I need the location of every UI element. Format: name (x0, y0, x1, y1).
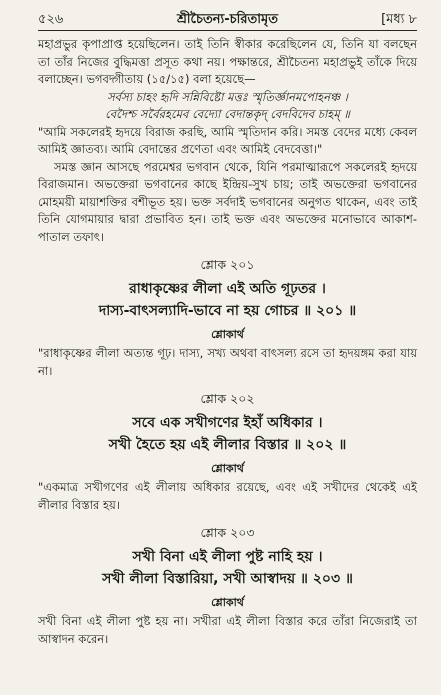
verse-line: রাধাকৃষ্ণের লীলা এই অতি গূঢ়তর । (129, 280, 326, 297)
verse-heading: শ্লোক ২০১ (200, 257, 255, 272)
translation-text: "একমাত্র সখীগণের এই লীলায় অধিকার রয়েছে, এবং এই সখীদের থেকেই এই লীলার বিস্তার হয়। (38, 480, 417, 512)
verse-block (38, 390, 417, 514)
verse-line: সবে এক সখীগণের ইহাঁ অধিকার । (132, 414, 323, 431)
page-number: ৫২৬ (38, 12, 64, 27)
verse-line: সখী হৈতে হয় এই লীলার বিস্তার ॥ ২০২ ॥ (108, 436, 347, 453)
translation-text: সখী বিনা এই লীলা পুষ্ট হয় না। সখীরা এই লীলা বিস্তার করে তাঁরা নিজেরাই তা আস্বাদন করেন। (38, 614, 417, 646)
verse-heading: শ্লোক ২০৩ (200, 525, 255, 540)
verse-line: সখী বিনা এই লীলা পুষ্ট নাহি হয় । (132, 548, 323, 565)
running-header (38, 6, 417, 31)
sanskrit-verse-line: বেদৈশ্চ সর্বৈরহমেব বেদ্যো বেদান্তকৃদ্ বেদবিদেব চাহম্ ॥ (105, 107, 350, 121)
paragraph: সমস্ত জ্ঞান আসছে পরমেশ্বর ভগবান থেকে, যিনি পরমাত্মারূপে সকলেরই হৃদয়ে বিরাজমান। অভক্তেরা ভগবানের কাছে ইন্দ্রিয়-সুখ চায়; তাই অভক্তেরা ভগবানের মোহময়ী মায়াশক্তির বশীভূত হয়। ভক্ত সর্বদাই ভগবানের অনুগত থাকেন, এবং তাই তিনি যোগমায়ার দ্বারা প্রভাবিত হন। তাই ভক্ত এবং অভক্তের মনোভাবে আকাশ-পাতাল তফাৎ। (38, 159, 417, 244)
verse-heading: শ্লোক ২০২ (200, 391, 255, 406)
translation-label: শ্লোকার্থ (211, 461, 244, 475)
paragraph: মহাপ্রভুর কৃপাপ্রাপ্ত হয়েছিলেন। তাই তিনি স্বীকার করেছিলেন যে, তিনি যা বলছেন তা তাঁর নিজের বুদ্ধিমত্তা প্রসূত কথা নয়। পক্ষান্তরে, শ্রীচৈতন্য মহাপ্রভুই তাঁকে দিয়ে বলাচ্ছেন। ভগবদ্গীতায় (১৫/১৫) বলা হয়েছে— (38, 37, 417, 86)
translation-text: "রাধাকৃষ্ণের লীলা অত্যন্ত গূঢ়। দাস্য, সখ্য অথবা বাৎসল্য রসে তা হৃদয়ঙ্গম করা যায় না। (38, 346, 417, 378)
book-title: শ্রীচৈতন্য-চরিতামৃত (176, 12, 279, 27)
sanskrit-verse-line: সর্বস্য চাহং হৃদি সন্নিবিষ্টো মত্তঃ স্মৃতির্জ্ঞানমপোহনঞ্চ । (107, 89, 348, 104)
paragraph: "আমি সকলেরই হৃদয়ে বিরাজ করছি, আমি স্মৃতিদান করি। সমস্ত বেদের মধ্যে কেবল আমিই জ্ঞাতব্য। আমি বেদান্তের প্রণেতা এবং আমিই বেদবেত্তা।" (38, 124, 417, 156)
verse-line: দাস্য-বাৎসল্যাদি-ভাবে না হয় গোচর ॥ ২০১ ॥ (98, 302, 357, 319)
translation-label: শ্লোকার্থ (211, 327, 244, 341)
section-label: [মধ্য ৮ (381, 12, 417, 27)
verse-block (38, 256, 417, 380)
verse-line: সখী লীলা বিস্তারিয়া, সখী আস্বাদয় ॥ ২০৩ ॥ (102, 570, 353, 587)
translation-label: শ্লোকার্থ (211, 595, 244, 609)
verse-block (38, 524, 417, 648)
page-body (38, 36, 417, 648)
